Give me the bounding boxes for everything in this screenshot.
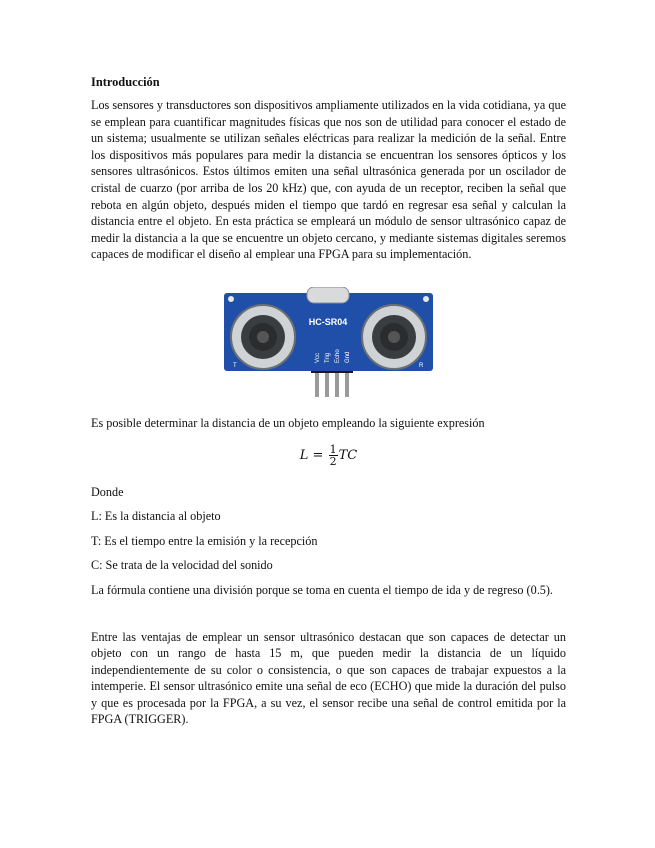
transmitter-marker: T: [233, 362, 237, 369]
hc-sr04-sensor-image: [221, 287, 436, 399]
paragraph-spacer: [91, 607, 566, 629]
formula-lhs: L: [299, 447, 309, 463]
receiver-marker: R: [419, 362, 424, 369]
pin-label-echo: Echo: [335, 349, 341, 363]
crystal-oscillator: [307, 287, 349, 303]
receiver-transducer: [362, 305, 426, 369]
sensor-figure: [91, 287, 566, 399]
intro-paragraph: Los sensores y transductores son dispositivos ampliamente utilizados en la vida cotidiana, ya que se emplean para cuantificar magnitudes físicas que nos son de utilidad para conocer el estado de un sistema; usualmente se utilizan señales eléctricas para realizar la medición de la señal. Entre los dispositivos más populares para medir la distancia se encuentran los sensores ópticos y los sensores ultrasónicos. Estos últimos emiten una señal ultrasónica generada por un oscilador de cristal de cuarzo (por arriba de los 20 kHz) que, con ayuda de un receptor, reciben la señal que rebota en algún objeto, después miden el tiempo que tardó en regresar esa señal y calculan la distancia entre el objeto. En esta práctica se empleará un módulo de sensor ultrasónico capaz de medir la distancia a la que se encuentre un objeto cercano, y mediante sistemas digitales seremos capaces de modificar el diseño al emplear una FPGA para su implementación.: [91, 98, 566, 262]
donde-label: Donde: [91, 484, 124, 499]
model-label: HC-SR04: [308, 316, 348, 327]
formula-note-paragraph: La fórmula contiene una división porque se toma en cuenta el tiempo de ida y de regreso (0.5).: [91, 582, 553, 597]
pin-label-gnd: Gnd: [345, 351, 351, 363]
formula-fraction: [329, 444, 338, 467]
section-heading: Introducción: [91, 75, 160, 89]
expression-intro: Es posible determinar la distancia de un objeto empleando la siguiente expresión: [91, 415, 485, 430]
advantages-paragraph: Entre las ventajas de emplear un sensor ultrasónico destacan que son capaces de detectar un objeto con un rango de hasta 15 m, que pueden medir la distancia de un líquido independientemente de su color o consistencia, o que son capaces de trabajar expuestos a la intemperie. El sensor ultrasónico emite una señal de eco (ECHO) que mide la duración del pulso y que es procesada por la FPGA, a su vez, el sensor recibe una señal de control emitida por la FPGA (TRIGGER).: [91, 629, 566, 727]
formula-numerator: 1: [329, 442, 337, 456]
document-body: [91, 74, 566, 736]
definition-l: L: Es la distancia al objeto: [91, 509, 221, 524]
definition-t: T: Es el tiempo entre la emisión y la recepción: [91, 533, 318, 548]
pin-label-trig: Trig: [325, 352, 331, 363]
mount-hole: [423, 296, 429, 302]
pin-label-vcc: Vcc: [315, 352, 321, 363]
formula-rhs: TC: [338, 447, 358, 463]
mount-hole: [228, 296, 234, 302]
transmitter-transducer: [231, 305, 295, 369]
distance-formula: [91, 444, 566, 474]
definition-c: C: Se trata de la velocidad del sonido: [91, 558, 273, 573]
formula-equals: =: [312, 447, 324, 463]
formula-denominator: 2: [329, 454, 337, 468]
